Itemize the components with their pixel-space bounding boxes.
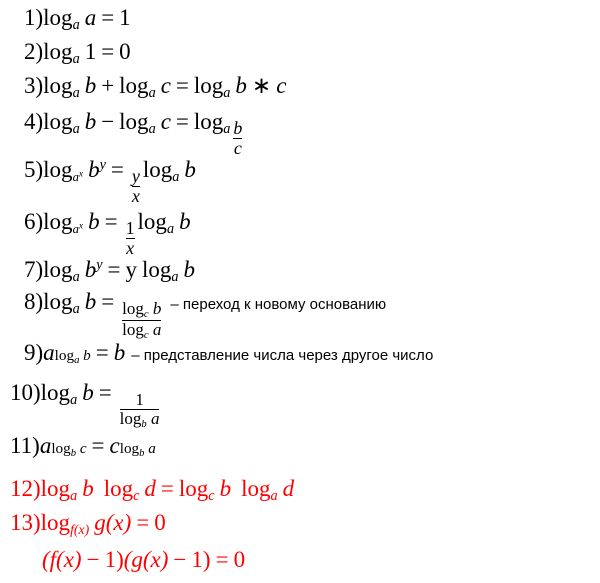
log-operator: $\log_a$ xyxy=(43,289,80,317)
minus-sign: − xyxy=(101,109,115,134)
value-one: 1) xyxy=(104,547,124,572)
fraction-numerator: 1 xyxy=(135,389,144,409)
formula-line-2 xyxy=(24,40,131,66)
base-c: c xyxy=(109,433,120,458)
formula-line-12 xyxy=(10,477,294,503)
line-number-12: 12) xyxy=(10,476,41,501)
line-number-11: 11) xyxy=(10,433,40,458)
line-number-9: 9) xyxy=(24,340,44,365)
formula-line-3 xyxy=(24,74,286,100)
operand-g-of-x: g xyxy=(94,510,106,535)
log-operator: $\log_a$ xyxy=(193,109,231,137)
equals-sign: = xyxy=(107,257,121,282)
fraction-b-over-c xyxy=(233,119,242,158)
equals-sign: = xyxy=(175,73,189,98)
log-operator: $\log_a$ xyxy=(43,73,80,101)
operand-b: b xyxy=(113,340,126,365)
line-number-6: 6) xyxy=(24,209,44,234)
operand-d: d xyxy=(282,476,295,501)
factor-g-of-x: (g(x) xyxy=(123,547,169,572)
operand-c: c xyxy=(276,73,287,98)
equals-sign: = xyxy=(215,547,229,572)
formula-line-5 xyxy=(24,157,196,206)
formula-line-13: 13) $\log_{f(x)}$ g ( x ) = 0 xyxy=(10,510,166,537)
value-zero: 0 xyxy=(154,510,166,535)
base-a: a xyxy=(43,340,55,365)
operand-b: b xyxy=(235,73,247,98)
value-zero: 0 xyxy=(119,39,131,64)
log-operator: $\log_a$ xyxy=(193,73,231,101)
minus-sign: − xyxy=(173,547,187,572)
value-zero: 0 xyxy=(233,547,246,572)
log-operator: $\log_a$ xyxy=(43,39,80,67)
equals-sign: = xyxy=(104,209,118,234)
log-operator: $\log_a$ xyxy=(40,476,78,504)
fraction-change-of-base xyxy=(122,300,161,341)
operand-b: b xyxy=(183,257,196,282)
operand-c: c xyxy=(160,73,171,98)
formula-line-10 xyxy=(10,380,162,430)
fraction-numerator: b xyxy=(233,118,243,139)
operand-b: b xyxy=(84,289,97,314)
log-operator: $\log_a$ xyxy=(142,157,180,185)
operand-b: b xyxy=(84,109,97,134)
log-operator: $\log_a$ xyxy=(119,109,156,137)
log-operator: $\log_c$ xyxy=(103,476,140,504)
plus-sign: + xyxy=(101,73,115,98)
log-operator: $\log_a$ xyxy=(142,257,179,285)
fraction-denominator: $\log_b a$ xyxy=(119,408,160,430)
operand-b: b xyxy=(84,73,97,98)
multiply-sign: ∗ xyxy=(251,73,272,98)
line-number-8: 8) xyxy=(24,289,44,314)
equals-sign: = xyxy=(175,109,189,134)
minus-sign: − xyxy=(86,547,100,572)
line-number-1: 1) xyxy=(24,5,44,30)
operand-c: c xyxy=(160,109,171,134)
log-operator: $\log_a$ xyxy=(43,109,80,137)
formula-line-11 xyxy=(10,434,156,460)
fraction-numerator: 1 xyxy=(125,218,135,239)
fraction-denominator: x xyxy=(131,185,140,206)
operand-b: $b^y$ xyxy=(84,257,103,282)
operand-b: b xyxy=(219,476,232,501)
operand-b: b xyxy=(82,476,94,501)
log-operator: $\log_a$ xyxy=(119,73,156,101)
log-operator: $\log_c$ xyxy=(178,476,215,504)
formula-line-4 xyxy=(24,109,245,158)
formula-line-9 xyxy=(24,341,433,367)
log-operator: $\log_a$ xyxy=(43,5,80,33)
exponent-log-a-b: $\log_a b$ xyxy=(54,347,91,366)
fraction-denominator: c xyxy=(233,137,242,158)
line-number-5: 5) xyxy=(24,157,44,182)
equals-sign: = xyxy=(101,5,115,30)
operand-b: b xyxy=(184,157,196,182)
fraction-y-over-x xyxy=(132,167,140,206)
line-number-7: 7) xyxy=(24,257,44,282)
coefficient-y: y xyxy=(125,257,137,282)
equals-sign: = xyxy=(136,510,150,535)
exponent-log-b-a: $\log_b a$ xyxy=(119,440,156,459)
line-number-3: 3) xyxy=(24,73,44,98)
exponent-log-b-c: $\log_b c$ xyxy=(51,440,87,459)
equals-sign: = xyxy=(101,39,115,64)
equals-sign: = xyxy=(160,476,174,501)
factor-f-of-x: (f(x) xyxy=(42,547,82,572)
fraction-numerator: $\log_c b$ xyxy=(122,298,162,320)
log-operator: $\log_a$ xyxy=(241,476,278,504)
operand-d: d xyxy=(144,476,156,501)
fraction-denominator: x xyxy=(126,237,135,258)
operand-b: b xyxy=(82,380,94,405)
log-operator: $\log_a$ xyxy=(43,257,80,285)
equals-sign: = xyxy=(95,340,109,365)
formula-line-7 xyxy=(24,258,195,284)
log-operator: $\log_{f(x)}$ xyxy=(40,510,90,537)
base-a: a xyxy=(39,433,52,458)
formula-line-6 xyxy=(24,209,191,258)
line-number-4: 4) xyxy=(24,109,44,134)
line-number-10: 10) xyxy=(10,380,41,405)
formula-line-1 xyxy=(24,6,131,32)
equals-sign: = xyxy=(110,157,124,182)
log-operator: $\log_{a^x}$ xyxy=(43,209,84,236)
operand-a: a xyxy=(84,5,97,30)
value-one: 1 xyxy=(119,5,131,30)
operand-b: $b^y$ xyxy=(88,157,106,182)
operand-one: 1 xyxy=(84,39,97,64)
log-operator: $\log_{a^x}$ xyxy=(43,157,84,184)
fraction-one-over-x xyxy=(126,219,135,258)
formula-line-14 xyxy=(42,548,245,571)
equals-sign: = xyxy=(91,433,105,458)
fraction-denominator: $\log_c a$ xyxy=(122,319,162,341)
log-operator: $\log_a$ xyxy=(137,209,175,237)
line-number-2: 2) xyxy=(24,39,44,64)
formula-line-8 xyxy=(24,289,387,341)
line-number-13: 13) xyxy=(10,510,41,535)
log-operator: $\log_a$ xyxy=(40,380,78,408)
fraction-numerator: y xyxy=(131,166,140,187)
equals-sign: = xyxy=(101,289,115,314)
operand-b: b xyxy=(179,209,191,234)
value-one: 1) xyxy=(191,547,211,572)
fraction-one-over-log xyxy=(120,391,160,430)
note-number-representation: – представление числа через другое число xyxy=(131,347,434,364)
note-change-of-base: – переход к новому основанию xyxy=(170,296,387,313)
operand-b: b xyxy=(88,209,100,234)
equals-sign: = xyxy=(98,380,112,405)
